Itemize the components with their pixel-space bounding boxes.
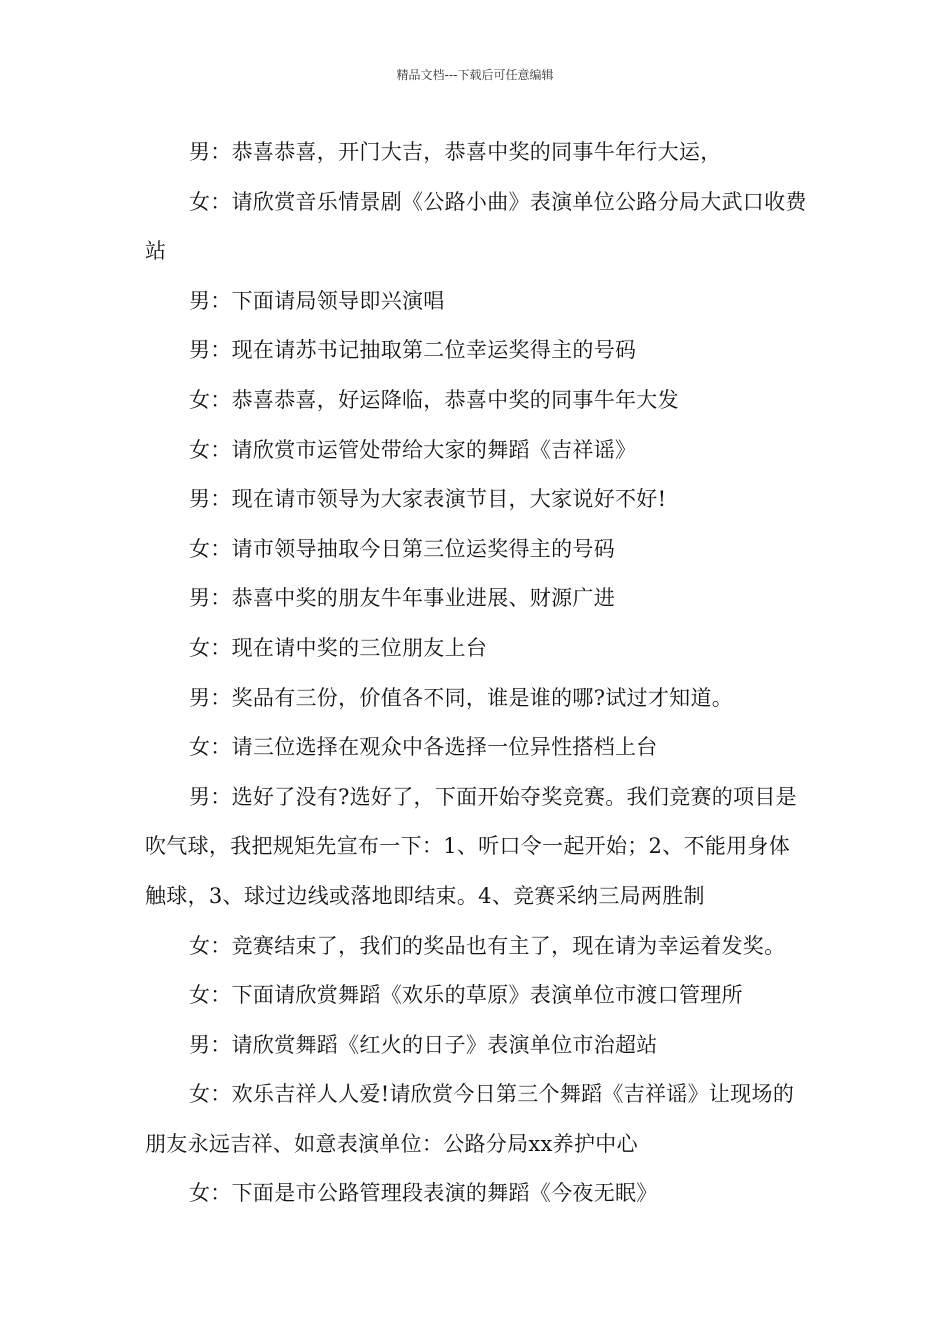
paragraph: 男：现在请苏书记抽取第二位幸运奖得主的号码 [189,338,637,363]
paragraph: 男：下面请局领导即兴演唱 [189,288,445,313]
paragraph: 女：现在请中奖的三位朋友上台 [189,635,488,660]
paragraph: 男：奖品有三份，价值各不同，谁是谁的哪?试过才知道。 [189,685,734,710]
page-header: 精品文档---下载后可任意编辑 [396,68,554,82]
paragraph: 男：现在请市领导为大家表演节目，大家说好不好! [189,487,667,512]
paragraph: 女：请市领导抽取今日第三位运奖得主的号码 [189,536,615,561]
paragraph: 男：恭喜恭喜，开门大吉，恭喜中奖的同事牛年行大运， [189,140,722,164]
paragraph: 男：选好了没有?选好了，下面开始夺奖竞赛。我们竞赛的项目是吹气球，我把规矩先宣布一下：1、听口令一起开始；2、不能用身体触球，3、球过边线或落地即结束。4、竞赛采纳三局两胜制 [145,784,797,908]
paragraph: 男：恭喜中奖的朋友牛年事业进展、财源广进 [189,586,615,611]
paragraph: 女：请三位选择在观众中各选择一位异性搭档上台 [189,735,658,760]
paragraph: 女：欢乐吉祥人人爱!请欣赏今日第三个舞蹈《吉祥谣》让现场的朋友永远吉祥、如意表演单位：公路分局xx养护中心 [145,1082,795,1156]
paragraph: 女：下面是市公路管理段表演的舞蹈《今夜无眠》 [189,1181,658,1206]
paragraph: 男：请欣赏舞蹈《红火的日子》表演单位市治超站 [189,1032,658,1057]
paragraph: 女：下面请欣赏舞蹈《欢乐的草原》表演单位市渡口管理所 [189,983,743,1008]
paragraph: 女：恭喜恭喜，好运降临，恭喜中奖的同事牛年大发 [189,387,679,412]
paragraph: 女：竞赛结束了，我们的奖品也有主了，现在请为幸运着发奖。 [189,933,786,958]
paragraph: 女：请欣赏市运管处带给大家的舞蹈《吉祥谣》 [189,437,637,462]
paragraph: 女：请欣赏音乐情景剧《公路小曲》表演单位公路分局大武口收费站 [145,189,807,264]
document-body [145,128,810,1219]
